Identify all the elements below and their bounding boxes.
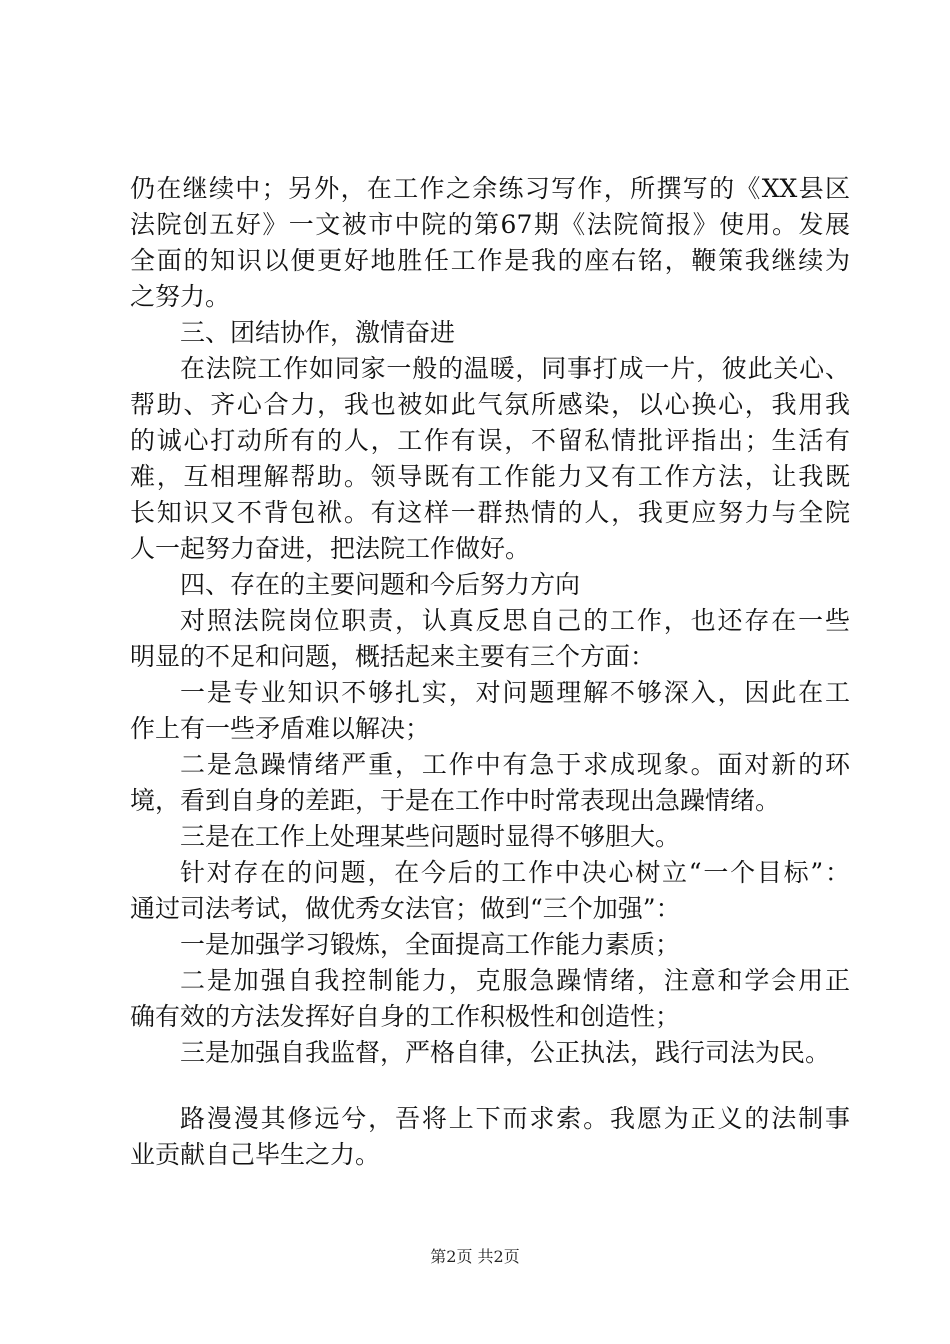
page-number: 第2页 共2页 (430, 1247, 520, 1266)
paragraph-line: 明显的不足和问题，概括起来主要有三个方面： (130, 642, 656, 671)
paragraph-line: 法院创五好》一文被市中院的第67期《法院简报》使用。发展 (130, 210, 850, 239)
list-item-line: 一是加强学习锻炼，全面提高工作能力素质； (180, 930, 681, 959)
list-item-line: 作上有一些矛盾难以解决； (130, 714, 431, 743)
section-heading: 四、存在的主要问题和今后努力方向 (180, 570, 581, 599)
paragraph-line: 仍在继续中；另外，在工作之余练习写作，所撰写的《XX县区 (130, 174, 850, 203)
section-heading: 三、团结协作，激情奋进 (180, 318, 456, 347)
list-item-line: 确有效的方法发挥好自身的工作积极性和创造性； (130, 1002, 681, 1031)
paragraph-line: 全面的知识以便更好地胜任工作是我的座右铭，鞭策我继续为 (130, 246, 850, 275)
list-item-line: 境，看到自身的差距，于是在工作中时常表现出急躁情绪。 (130, 786, 781, 815)
paragraph-line: 长知识又不背包袱。有这样一群热情的人，我更应努力与全院 (130, 498, 850, 527)
paragraph-line: 难，互相理解帮助。领导既有工作能力又有工作方法，让我既 (130, 462, 850, 491)
list-item-line: 二是急躁情绪严重，工作中有急于求成现象。面对新的环 (180, 750, 850, 779)
paragraph-line: 在法院工作如同家一般的温暖，同事打成一片，彼此关心、 (180, 354, 850, 383)
list-item-line: 三是在工作上处理某些问题时显得不够胆大。 (180, 822, 681, 851)
list-item-line: 二是加强自我控制能力，克服急躁情绪，注意和学会用正 (180, 966, 850, 995)
paragraph-line: 对照法院岗位职责，认真反思自己的工作，也还存在一些 (180, 606, 850, 635)
paragraph-line: 之努力。 (130, 282, 231, 311)
list-item-line: 一是专业知识不够扎实，对问题理解不够深入，因此在工 (180, 678, 850, 707)
paragraph-line: 针对存在的问题，在今后的工作中决心树立“一个目标”： (180, 858, 850, 887)
paragraph-line: 的诚心打动所有的人，工作有误，不留私情批评指出；生活有 (130, 426, 850, 455)
closing-paragraph-line: 路漫漫其修远兮，吾将上下而求索。我愿为正义的法制事 (180, 1104, 850, 1133)
paragraph-line: 人一起努力奋进，把法院工作做好。 (130, 534, 531, 563)
paragraph-line: 通过司法考试，做优秀女法官；做到“三个加强”： (130, 894, 681, 923)
paragraph-line: 帮助、齐心合力，我也被如此气氛所感染，以心换心，我用我 (130, 390, 850, 419)
list-item-line: 三是加强自我监督，严格自律，公正执法，践行司法为民。 (180, 1038, 831, 1067)
closing-paragraph-line: 业贡献自己毕生之力。 (130, 1140, 381, 1169)
